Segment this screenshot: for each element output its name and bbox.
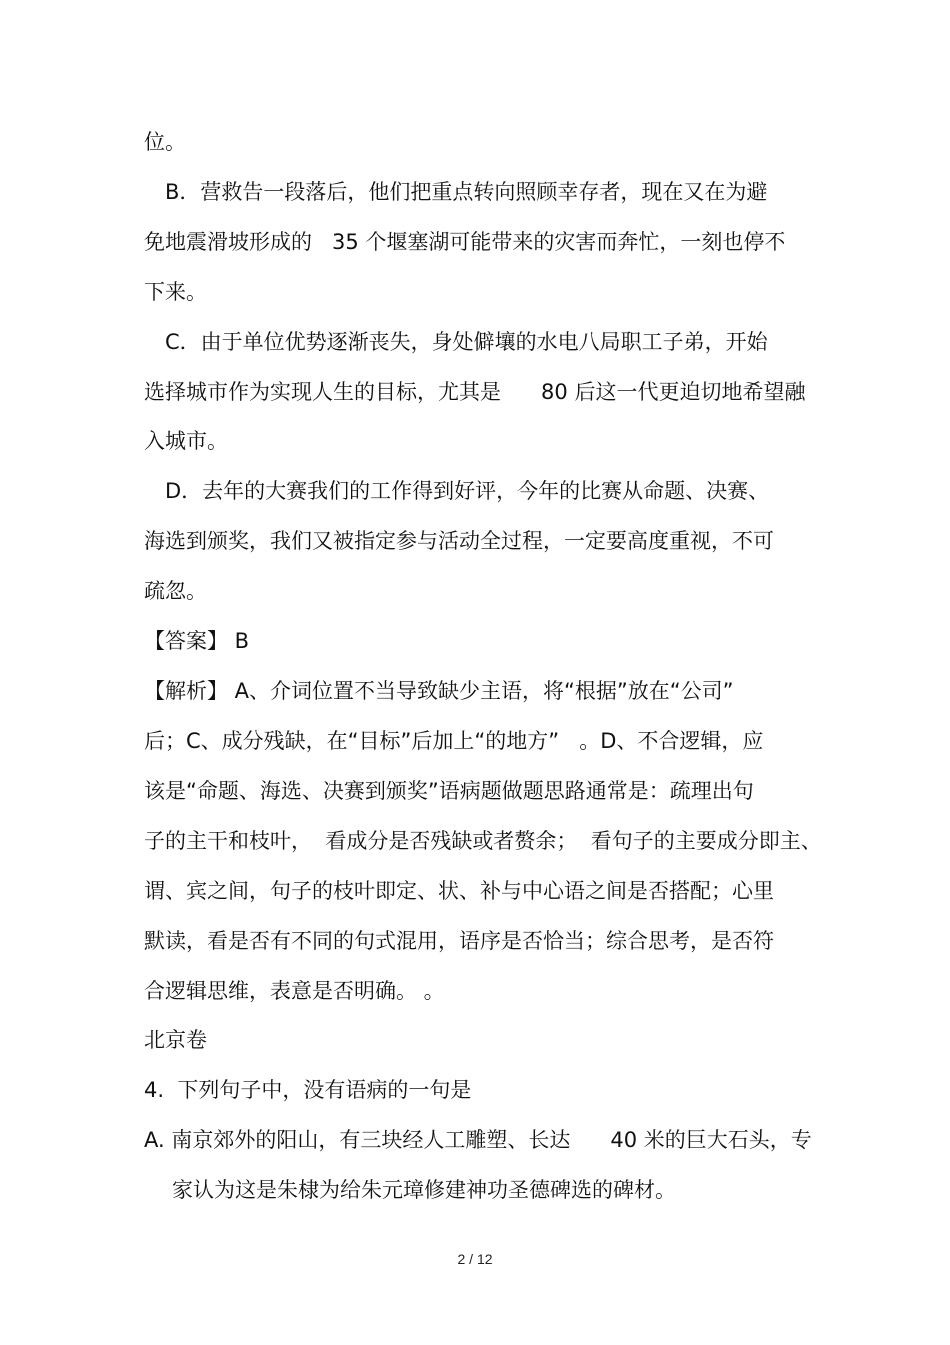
text-line: 海选到颁奖，我们又被指定参与活动全过程，一定要高度重视，不可 (144, 529, 774, 553)
option-d-line: D．去年的大赛我们的工作得到好评，今年的比赛从命题、决赛、 (165, 479, 770, 503)
text-line: 位。 (144, 130, 186, 154)
text-line: 入城市。 (144, 429, 228, 453)
section-heading: 北京卷 (144, 1028, 207, 1052)
text-line: 合逻辑思维，表意是否明确。 。 (144, 979, 445, 1003)
text-line: 选择城市作为实现人生的目标，尤其是 80 后这一代更迫切地希望融 (144, 380, 806, 404)
page-number: 2 / 12 (457, 1251, 493, 1267)
question-line: 4. 下列句子中，没有语病的一句是 (144, 1078, 472, 1102)
text-line: 该是“命题、海选、决赛到颁奖”语病题做题思路通常是：疏理出句 (144, 779, 754, 803)
option-a-line: A. 南京郊外的阳山，有三块经人工雕塑、长达 40 米的巨大石头，专 (144, 1128, 812, 1152)
text-line: 疏忽。 (144, 579, 207, 603)
text-line: 免地震滑坡形成的 35 个堰塞湖可能带来的灾害而奔忙，一刻也停不 (144, 230, 786, 254)
text-line: 谓、宾之间，句子的枝叶即定、状、补与中心语之间是否搭配；心里 (144, 879, 774, 903)
text-line: 子的主干和枝叶， 看成分是否残缺或者赘余； 看句子的主要成分即主、 (144, 829, 822, 853)
text-line: 下来。 (144, 280, 207, 304)
text-line: 后；C、成分残缺，在“目标”后加上“的地方” 。D、不合逻辑，应 (144, 729, 764, 753)
text-line: 默读，看是否有不同的句式混用，语序是否恰当；综合思考，是否符 (144, 929, 774, 953)
option-c-line: C．由于单位优势逐渐丧失，身处僻壤的水电八局职工子弟，开始 (165, 330, 768, 354)
option-b-line: B．营救告一段落后，他们把重点转向照顾幸存者，现在又在为避 (165, 180, 768, 204)
text-line: 家认为这是朱棣为给朱元璋修建神功圣德碑选的碑材。 (172, 1178, 676, 1202)
analysis-line: 【解析】 A、介词位置不当导致缺少主语，将“根据”放在“公司” (144, 679, 734, 703)
answer-line: 【答案】 B (144, 629, 250, 653)
